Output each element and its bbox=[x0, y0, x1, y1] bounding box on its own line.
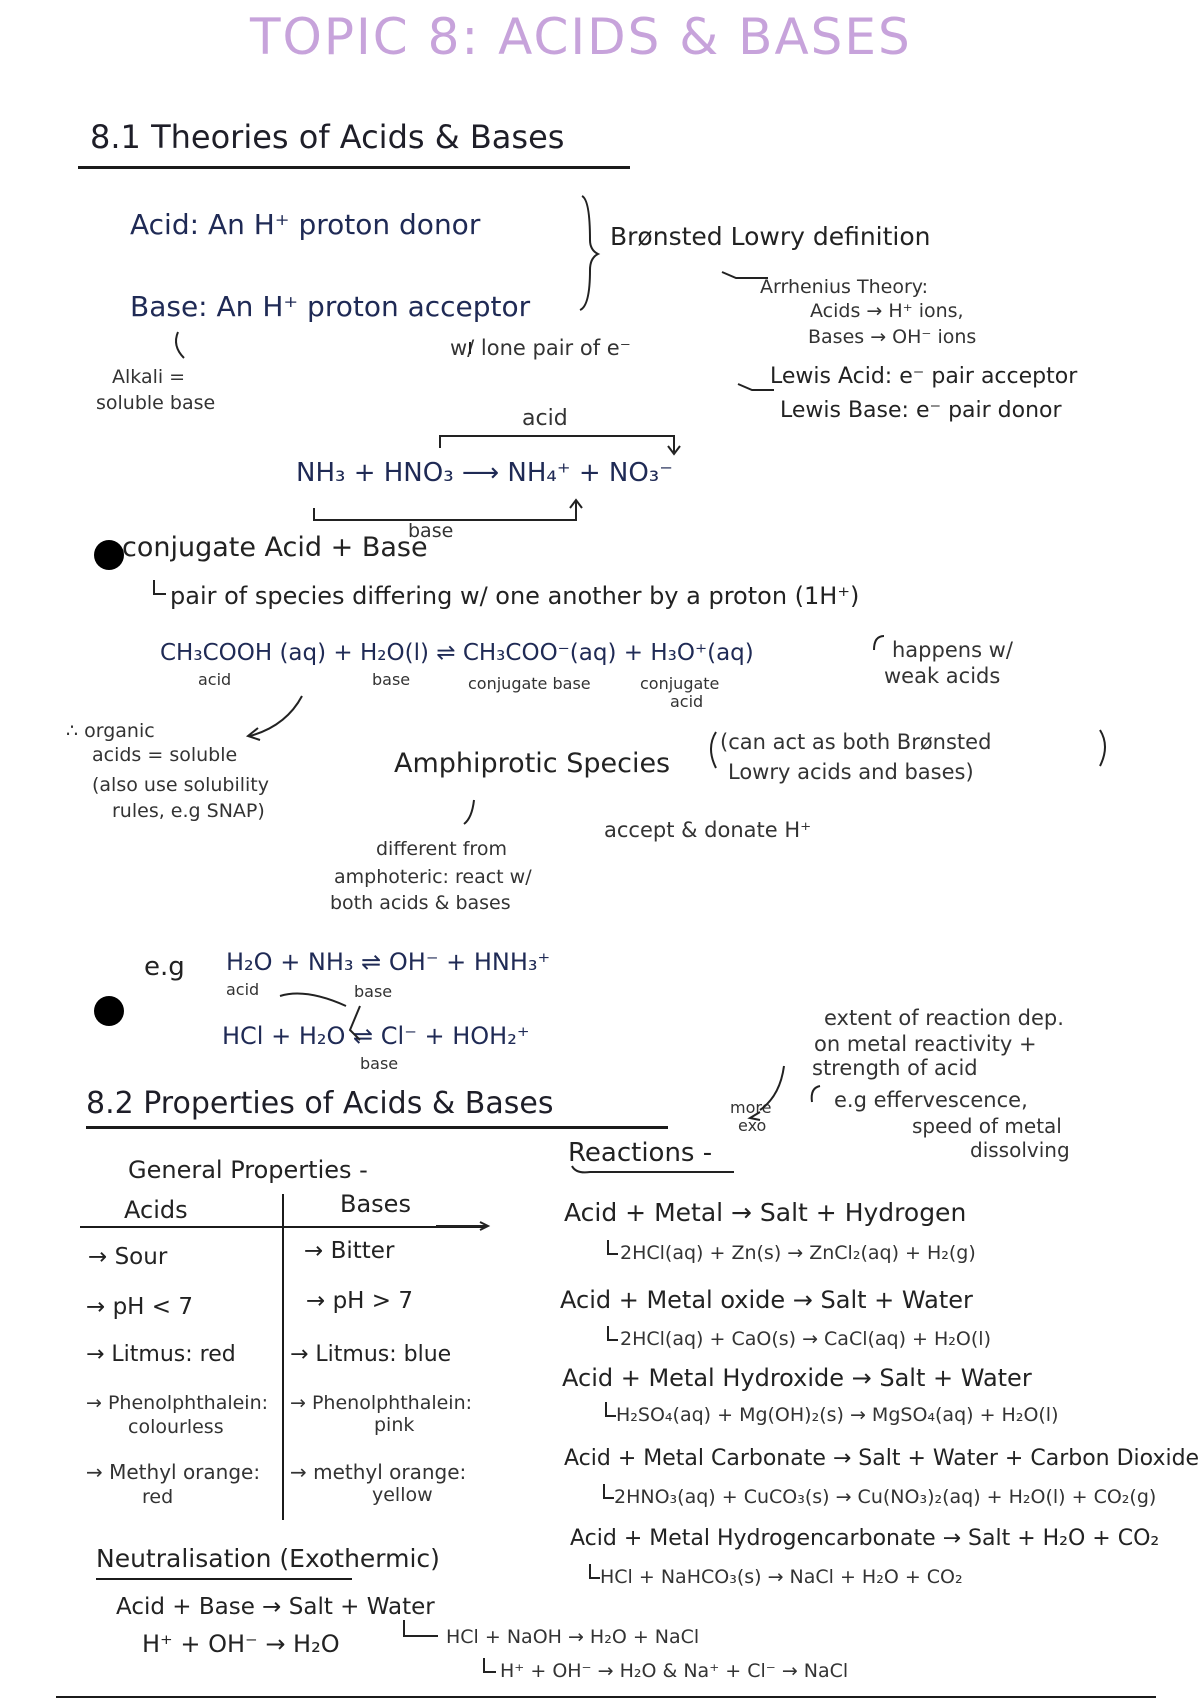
amphiprotic-paren bbox=[711, 732, 716, 768]
base-property: yellow bbox=[372, 1484, 433, 1506]
extent-note-2: on metal reactivity + bbox=[814, 1032, 1037, 1056]
example-equation-2: HCl + H₂O ⇌ Cl⁻ + HOH₂⁺ bbox=[222, 1022, 530, 1050]
example-label: e.g bbox=[144, 952, 185, 982]
conjugate-heading: conjugate Acid + Base bbox=[122, 532, 428, 563]
conj-conjugate-acid-label-2: acid bbox=[670, 692, 704, 711]
reaction-hook-2 bbox=[608, 1326, 618, 1340]
neutralisation-ionic-equation: H⁺ + OH⁻ → H₂O bbox=[142, 1630, 340, 1658]
base-property: pink bbox=[374, 1414, 415, 1436]
reaction-hook-3 bbox=[606, 1402, 616, 1416]
organic-arrow bbox=[250, 696, 302, 736]
example-1-base-label: base bbox=[354, 982, 393, 1001]
acid-property: → Methyl orange: bbox=[86, 1460, 261, 1484]
weak-acid-note-1: happens w/ bbox=[892, 638, 1013, 662]
example-1-acid-label: acid bbox=[226, 980, 260, 999]
organic-note-2: acids = soluble bbox=[92, 744, 238, 766]
effervescence-note-2: speed of metal bbox=[912, 1114, 1062, 1138]
section-heading-8-2: 8.2 Properties of Acids & Bases bbox=[86, 1086, 554, 1121]
reaction-example-3: H₂SO₄(aq) + Mg(OH)₂(s) → MgSO₄(aq) + H₂O(l) bbox=[616, 1404, 1059, 1426]
acid-property: → pH < 7 bbox=[86, 1294, 194, 1320]
reaction-hook-5 bbox=[590, 1564, 600, 1578]
conj-base-label: base bbox=[372, 670, 411, 689]
acid-property: red bbox=[142, 1486, 174, 1508]
example-bracket bbox=[350, 1006, 360, 1040]
arrhenius-acids: Acids → H⁺ ions, bbox=[810, 300, 964, 322]
organic-note-3: (also use solubility bbox=[92, 774, 270, 796]
conjugate-hook bbox=[154, 580, 166, 594]
neutralisation-hook-2 bbox=[484, 1658, 496, 1672]
acetic-acid-equation: CH₃COOH (aq) + H₂O(l) ⇌ CH₃COO⁻(aq) + H₃O⁺(aq) bbox=[160, 640, 754, 666]
reaction-rule-4: Acid + Metal Carbonate → Salt + Water + Carbon Dioxide bbox=[564, 1446, 1200, 1471]
alkali-arrow bbox=[176, 332, 184, 358]
column-header-bases: Bases bbox=[340, 1190, 411, 1218]
amphiprotic-note-2: Lowry acids and bases) bbox=[728, 760, 974, 784]
more-exo-arrowhead bbox=[750, 1112, 760, 1120]
general-properties-heading: General Properties - bbox=[128, 1156, 368, 1184]
conj-conjugate-acid-label: conjugate bbox=[640, 674, 720, 693]
alkali-definition: soluble base bbox=[96, 392, 216, 414]
neutralisation-heading: Neutralisation (Exothermic) bbox=[96, 1544, 440, 1573]
amphiprotic-paren bbox=[1100, 730, 1105, 766]
reaction-example-2: 2HCl(aq) + CaO(s) → CaCl(aq) + H₂O(l) bbox=[620, 1328, 991, 1350]
base-property: → Litmus: blue bbox=[290, 1342, 452, 1367]
effervescence-note-3: dissolving bbox=[970, 1138, 1070, 1162]
acid-property: → Litmus: red bbox=[86, 1342, 236, 1367]
arrhenius-bases: Bases → OH⁻ ions bbox=[808, 326, 977, 348]
reaction-example-1: 2HCl(aq) + Zn(s) → ZnCl₂(aq) + H₂(g) bbox=[620, 1242, 976, 1264]
more-exo-note-1: more bbox=[730, 1098, 772, 1117]
organic-note-4: rules, e.g SNAP) bbox=[112, 800, 265, 822]
reaction-hook-4 bbox=[604, 1484, 614, 1498]
acid-property: → Sour bbox=[88, 1244, 168, 1270]
reactions-underline bbox=[572, 1166, 734, 1172]
lewis-acid: Lewis Acid: e⁻ pair acceptor bbox=[770, 364, 1078, 389]
weak-acid-hook bbox=[874, 636, 884, 650]
base-definition: Base: An H⁺ proton acceptor bbox=[130, 290, 531, 323]
neutralisation-example-2: H⁺ + OH⁻ → H₂O & Na⁺ + Cl⁻ → NaCl bbox=[500, 1660, 849, 1682]
effervescence-note-1: e.g effervescence, bbox=[834, 1088, 1028, 1112]
acid-definition: Acid: An H⁺ proton donor bbox=[130, 208, 481, 241]
amphoteric-note-2: amphoteric: react w/ bbox=[334, 866, 532, 888]
base-proton-arrow bbox=[314, 500, 576, 520]
lewis-arrow bbox=[738, 384, 774, 390]
reaction-example-4: 2HNO₃(aq) + CuCO₃(s) → Cu(NO₃)₂(aq) + H₂O(l) + CO₂(g) bbox=[614, 1486, 1157, 1508]
lewis-base: Lewis Base: e⁻ pair donor bbox=[780, 398, 1062, 423]
base-property: → Bitter bbox=[304, 1238, 395, 1264]
lone-pair-note: w/ lone pair of e⁻ bbox=[450, 336, 631, 360]
arrhenius-arrow bbox=[722, 272, 768, 278]
acid-property: → Phenolphthalein: bbox=[86, 1392, 269, 1414]
acid-proton-arrow bbox=[440, 436, 674, 452]
reactions-heading: Reactions - bbox=[568, 1138, 713, 1168]
nh3-equation: NH₃ + HNO₃ ⟶ NH₄⁺ + NO₃⁻ bbox=[296, 458, 673, 488]
bronsted-lowry-label: Brønsted Lowry definition bbox=[610, 222, 931, 251]
example-equation-1: H₂O + NH₃ ⇌ OH⁻ + HNH₃⁺ bbox=[226, 948, 551, 976]
reaction-example-5: HCl + NaHCO₃(s) → NaCl + H₂O + CO₂ bbox=[600, 1566, 963, 1588]
reaction-rule-2: Acid + Metal oxide → Salt + Water bbox=[560, 1286, 973, 1314]
base-property: → pH > 7 bbox=[306, 1288, 414, 1314]
effervescence-hook bbox=[812, 1086, 820, 1102]
page-title: TOPIC 8: ACIDS & BASES bbox=[250, 8, 912, 66]
amphoteric-arrow bbox=[464, 800, 474, 824]
conjugate-definition: pair of species differing w/ one another by a proton (1H⁺) bbox=[170, 582, 860, 610]
accept-donate-note: accept & donate H⁺ bbox=[604, 818, 812, 842]
eq-acid-label: acid bbox=[522, 406, 568, 431]
reaction-rule-5: Acid + Metal Hydrogencarbonate → Salt + H₂O + CO₂ bbox=[570, 1526, 1160, 1551]
conj-conjugate-base-label: conjugate base bbox=[468, 674, 591, 693]
base-property: → methyl orange: bbox=[290, 1460, 467, 1484]
amphiprotic-heading: Amphiprotic Species bbox=[394, 748, 671, 779]
extent-bracket bbox=[760, 1066, 784, 1110]
reaction-hook-1 bbox=[608, 1240, 618, 1254]
example-2-base-label: base bbox=[360, 1054, 399, 1073]
column-header-acids: Acids bbox=[124, 1196, 188, 1224]
acid-property: colourless bbox=[128, 1416, 224, 1438]
reaction-rule-1: Acid + Metal → Salt + Hydrogen bbox=[564, 1198, 967, 1227]
reaction-rule-3: Acid + Metal Hydroxide → Salt + Water bbox=[562, 1364, 1032, 1392]
weak-acid-note-2: weak acids bbox=[884, 664, 1001, 688]
eq-base-label: base bbox=[408, 520, 454, 542]
section-heading-8-1: 8.1 Theories of Acids & Bases bbox=[90, 118, 565, 156]
conj-acid-label: acid bbox=[198, 670, 232, 689]
neutralisation-hook bbox=[404, 1620, 438, 1636]
amphiprotic-note-1: (can act as both Brønsted bbox=[720, 730, 992, 754]
neutralisation-word-equation: Acid + Base → Salt + Water bbox=[116, 1594, 435, 1620]
amphoteric-note-1: different from bbox=[376, 838, 507, 860]
alkali-label: Alkali = bbox=[112, 366, 186, 388]
extent-note-3: strength of acid bbox=[812, 1056, 978, 1080]
amphoteric-note-3: both acids & bases bbox=[330, 892, 511, 914]
more-exo-note-2: exo bbox=[738, 1116, 767, 1135]
example-arrow bbox=[280, 994, 346, 1006]
definition-bracket bbox=[580, 196, 598, 310]
extent-note-1: extent of reaction dep. bbox=[824, 1006, 1064, 1030]
organic-note-1: ∴ organic bbox=[66, 720, 155, 742]
neutralisation-example-1: HCl + NaOH → H₂O + NaCl bbox=[446, 1626, 700, 1648]
base-property: → Phenolphthalein: bbox=[290, 1392, 473, 1414]
arrhenius-title: Arrhenius Theory: bbox=[760, 276, 929, 298]
